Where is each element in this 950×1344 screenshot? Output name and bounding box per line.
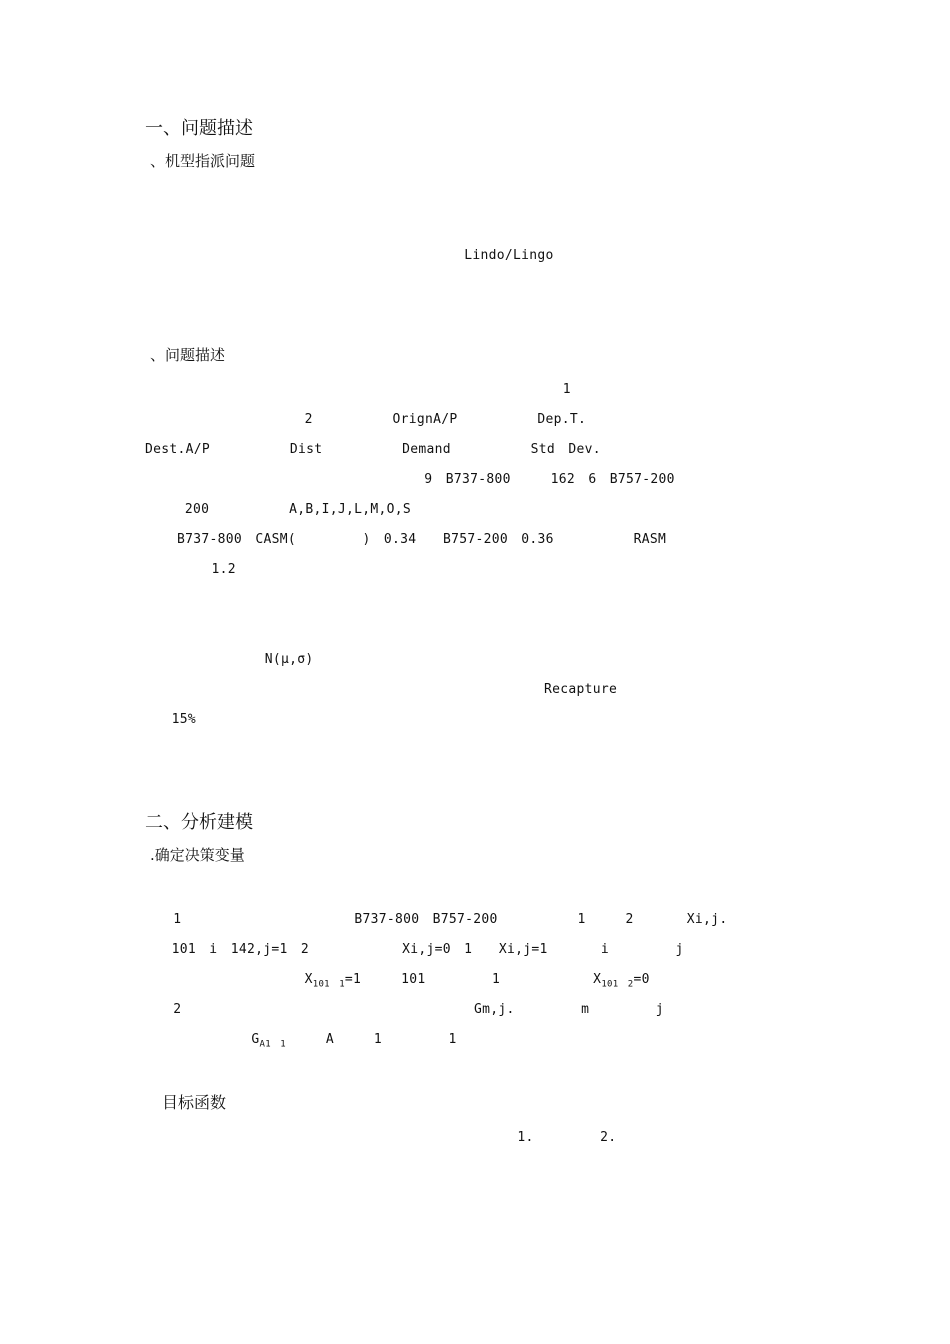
p2-line-6: B737-800 CASM( ) 0.34 B757-200 0.36 RASM	[177, 532, 667, 547]
section-2-1-title: .确定决策变量	[150, 846, 245, 864]
p1-line-4	[145, 274, 531, 293]
section-1-1-title: 、机型指派问题	[150, 152, 256, 170]
p2-line-4: 9 B737-800 162 6 B757-200	[145, 472, 675, 487]
p3-line-4: 15%	[145, 712, 316, 727]
p1-line-2	[145, 214, 597, 233]
p3-line-2: N(μ,σ)	[145, 652, 580, 667]
p1-line-1	[172, 184, 624, 203]
section-1-title: 一、问题描述	[145, 118, 253, 139]
p3-line-1	[177, 618, 643, 637]
p2-line-2: 2 OrignA/P Dep.T.	[145, 412, 653, 427]
p2-line-1: 1	[177, 382, 638, 397]
p4-line-6: $G_{A1 1}$ A 1 1	[145, 1032, 524, 1050]
section-2-title: 二、分析建模	[145, 812, 253, 833]
p4-line-2: 1 B737-800 B757-200 1 2 Xi,j.	[160, 912, 728, 927]
p4-line-5: 2 Gm,j. m j	[160, 1002, 704, 1017]
p3-line-3: Recapture	[145, 682, 618, 697]
section-2-2-title: 目标函数	[162, 1093, 227, 1112]
p4-line-1	[145, 878, 584, 897]
section-1-2-title: 、问题描述	[150, 346, 226, 364]
p4-line-4: $X_{101 1}=1$ 101 1 $X_{101 2}=0$	[145, 972, 650, 990]
p3-line-5	[177, 738, 430, 757]
p1-line-3: Lindo/Lingo	[145, 248, 594, 263]
p2-line-7: 1.2	[145, 562, 595, 577]
p2-line-5: 200 A,B,I,J,L,M,O,S	[145, 502, 411, 517]
p5-line-1: 1. 2.	[145, 1130, 630, 1145]
p2-line-8	[145, 588, 571, 607]
p2-line-3: Dest.A/P Dist Demand Std Dev.	[145, 442, 628, 457]
p4-line-3: 101 i 142,j=1 2 Xi,j=0 1 Xi,j=1 i j	[145, 942, 684, 957]
